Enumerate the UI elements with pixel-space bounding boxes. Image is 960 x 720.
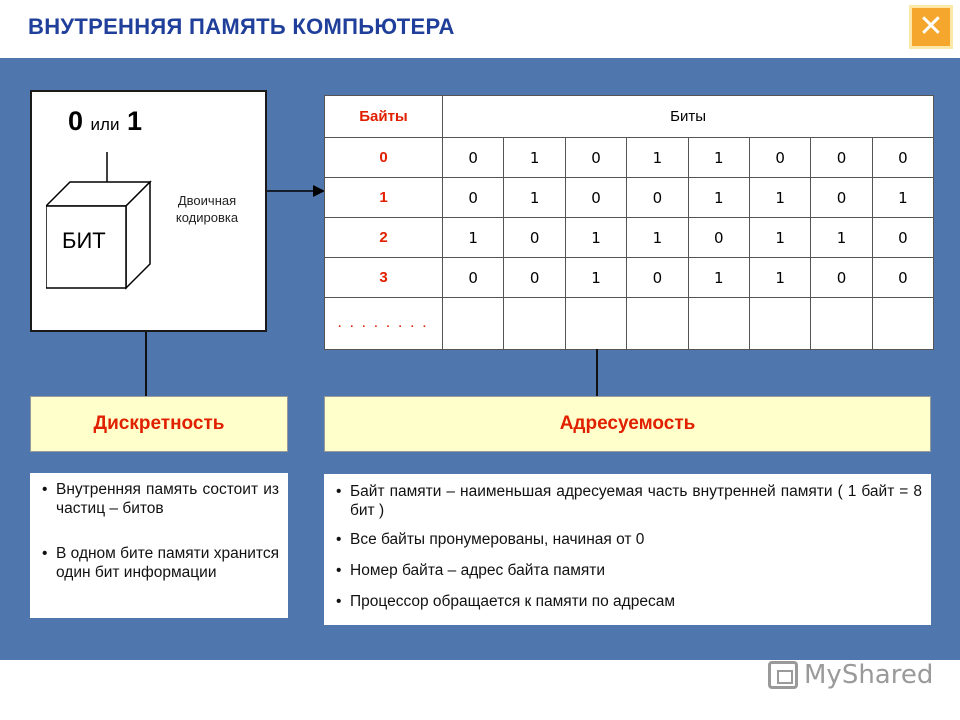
addressability-text — [324, 474, 931, 625]
encoding-label: Двоичная кодировка — [175, 193, 239, 225]
bit-cell: 1 — [627, 138, 688, 178]
connector-line — [596, 349, 598, 396]
bit-cell: 1 — [565, 258, 626, 298]
close-button[interactable] — [909, 5, 953, 49]
bit-cell: 0 — [504, 218, 565, 258]
bit-cell: 1 — [443, 218, 504, 258]
bit-cell: 1 — [504, 178, 565, 218]
arrow-right-icon — [267, 183, 327, 199]
bit-cell: 0 — [504, 258, 565, 298]
bit-cell — [872, 298, 933, 350]
value-one: 1 — [126, 106, 143, 136]
bits-column-header: Биты — [443, 96, 934, 138]
table-header-row — [325, 96, 934, 138]
bit-cell: 1 — [749, 258, 810, 298]
table-row — [325, 258, 934, 298]
byte-index: 3 — [325, 258, 443, 298]
page-title: ВНУТРЕННЯЯ ПАМЯТЬ КОМПЬЮТЕРА — [28, 14, 455, 39]
memory-table — [324, 95, 934, 350]
binary-values — [68, 106, 142, 137]
byte-index: 2 — [325, 218, 443, 258]
bit-cell — [749, 298, 810, 350]
bit-cell: 0 — [872, 258, 933, 298]
byte-index: 1 — [325, 178, 443, 218]
value-zero: 0 — [68, 106, 84, 136]
bit-cell: 0 — [872, 138, 933, 178]
bit-cell: 1 — [504, 138, 565, 178]
bit-cell: 1 — [811, 218, 872, 258]
table-row — [325, 178, 934, 218]
addressability-title: Адресуемость — [324, 396, 931, 452]
bit-cell: 0 — [443, 178, 504, 218]
bit-cell — [688, 298, 749, 350]
list-item: • Внутренняя память состоит из частиц – битов — [42, 480, 279, 518]
value-or: или — [90, 115, 120, 134]
bit-cell: 0 — [749, 138, 810, 178]
ellipsis-cell: . . . . . . . . — [325, 298, 443, 350]
bit-cell: 1 — [688, 258, 749, 298]
bit-cell: 1 — [872, 178, 933, 218]
bit-cell: 0 — [443, 258, 504, 298]
bit-cell: 0 — [443, 138, 504, 178]
discreteness-text — [30, 473, 288, 618]
bit-cell: 0 — [811, 258, 872, 298]
bit-cell: 0 — [872, 218, 933, 258]
bit-cell: 1 — [688, 138, 749, 178]
list-item: • Процессор обращается к памяти по адресам — [336, 592, 922, 611]
bit-cell — [504, 298, 565, 350]
bit-cell: 0 — [811, 138, 872, 178]
list-item: • В одном бите памяти хранится один бит информации — [42, 544, 279, 582]
list-item: • Байт памяти – наименьшая адресуемая часть внутренней памяти ( 1 байт = 8 бит ) — [336, 482, 922, 520]
list-item: • Номер байта – адрес байта памяти — [336, 561, 922, 580]
bit-cell: 0 — [565, 178, 626, 218]
bit-cell: 1 — [565, 218, 626, 258]
bytes-column-header: Байты — [325, 96, 443, 138]
bit-cell: 0 — [811, 178, 872, 218]
watermark-text: MyShared — [804, 660, 934, 690]
bit-cell: 1 — [749, 218, 810, 258]
discreteness-title: Дискретность — [30, 396, 288, 452]
bit-cell: 0 — [627, 178, 688, 218]
bit-diagram — [30, 90, 267, 332]
table-row — [325, 138, 934, 178]
bit-cell: 0 — [565, 138, 626, 178]
bit-cell: 0 — [627, 258, 688, 298]
bit-cell — [565, 298, 626, 350]
bit-cell: 0 — [688, 218, 749, 258]
myshared-logo-icon — [768, 661, 798, 689]
bit-cell: 1 — [688, 178, 749, 218]
table-row — [325, 218, 934, 258]
bit-label: БИТ — [62, 228, 106, 253]
bit-cell: 1 — [627, 218, 688, 258]
bit-cell — [627, 298, 688, 350]
bit-cell — [811, 298, 872, 350]
bit-cell — [443, 298, 504, 350]
bit-cell: 1 — [749, 178, 810, 218]
list-item: • Все байты пронумерованы, начиная от 0 — [336, 530, 922, 549]
table-row — [325, 298, 934, 350]
connector-line — [145, 332, 147, 396]
close-icon: ✕ — [918, 9, 944, 44]
byte-index: 0 — [325, 138, 443, 178]
watermark — [768, 660, 933, 690]
